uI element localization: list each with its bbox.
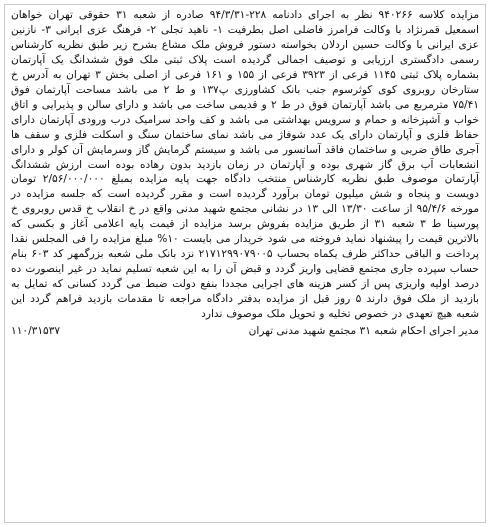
notice-body: مزایده کلاسه ۹۴۰۲۶۶ نظر به اجرای دادنامه ۲۲۸-۹۴/۳/۳۱ صادره از شعبه ۳۱ حقوقی تهران خواهان اسمعیل قمرنژاد با وکالت فرامرز فاضلی اصل بطرفیت ۱- ناهید تجلی ۲- فرهنگ عزی ایرانی ۳- نازنین عزی ایرانی با وکالت حسین اردلان بخواسته دستور فروش ملک مشاع بشرح زیر طبق نظریه کارشناس رسمی دادگستری ارزیابی و توصیف اجمالی گردیده است پلاک ثبتی ملک فوق ششدانگ یک آپارتمان بشماره پلاک ثبتی ۱۱۴۵ فرعی از ۳۹۲۳ فرعی از ۱۵۵ و ۱۶۱ فرعی از اصلی بخش ۳ تهران به آدرس خ ستارخان روبروی کوی کوثرسوم جنب بانک کشاورزی پ۱۳۷ و ط ۲ می باشد مساحت آپارتمان فوق ۷۵/۴۱ مترمربع می باشد آپارتمان فوق در ط ۲ و قدیمی ساخت می باشد و دارای سالن و پذیرایی و اتاق خواب و آشپزخانه و حمام و سرویس بهداشتی می باشد و کف واحد سرامیک درب ورودی آپارتمان دارای حفاظ فلزی و آپارتمان دارای یک عدد شوفاژ می باشد نمای ساختمان سنگ و اسکلت فلزی و سقف ها آجری طاق ضربی و ساختمان فاقد آسانسور می باشد و سیستم گرمایش گاز وسرمایش آن کولر و دارای انشعابات آب برق گاز شهری بوده و آپارتمان در زمان بازدید بدون رهاده بوده است ارزش ششدانگ آپارتمان موصوف طبق نظریه کارشناس منتخب دادگاه جهت پایه مزایده بمبلغ ۲/۵۶/۰۰۰/۰۰۰ تومان دویست و پنجاه و شش میلیون تومان برآورد گردیده است و مقرر گردیده است که جلسه مزایده در مورخه ۹۵/۴/۶ از ساعت ۱۳/۳۰ الی ۱۳ در نشانی مجتمع شهید مدنی واقع در خ انقلاب خ قدس روبروی خ پورسینا ط ۳ شعبه ۳۱ از طریق مزایده بفروش برسد مزایده از قیمت پایه اعلامی آغاز و بکسی که بالاترین قیمت را پیشنهاد نماید فروخته می شود خریدار می بایست ۱۰% مبلغ مزایده را فی المجلس نقدا پرداخت و الباقی حداکثر ظرف یکماه بحساب ۲۱۷۱۲۹۹۰۷۹۰۰۵ نزد بانک ملی شعبه بزرگمهر کد ۶۰۳ بنام حساب سپرده جاری مجتمع قضایی واریز گردد و قبض آن را به این شعبه تسلیم نماید در غیر اینصورت ده درصد اولیه واریزی پس از کسر هزینه های اجرایی مجددا بنفع دولت ضبط می گردد کسانی که تمایل به بازدید از ملک فوق دارند ۵ روز قبل از مزایده بدفتر دادگاه مراجعه تا مقدمات بازدید فراهم گردد این شعبه هیچ تعهدی در خصوص تخلیه و تحویل ملک موصوف ندارد — [11, 9, 480, 321]
notice-footer — [11, 324, 479, 339]
legal-auction-notice — [4, 4, 486, 523]
notice-reference-number: ۱۱۰/۳۱۵۳۷ — [11, 325, 61, 338]
notice-signature: مدیر اجرای احکام شعبه ۳۱ مجتمع شهید مدنی تهران — [248, 325, 479, 338]
